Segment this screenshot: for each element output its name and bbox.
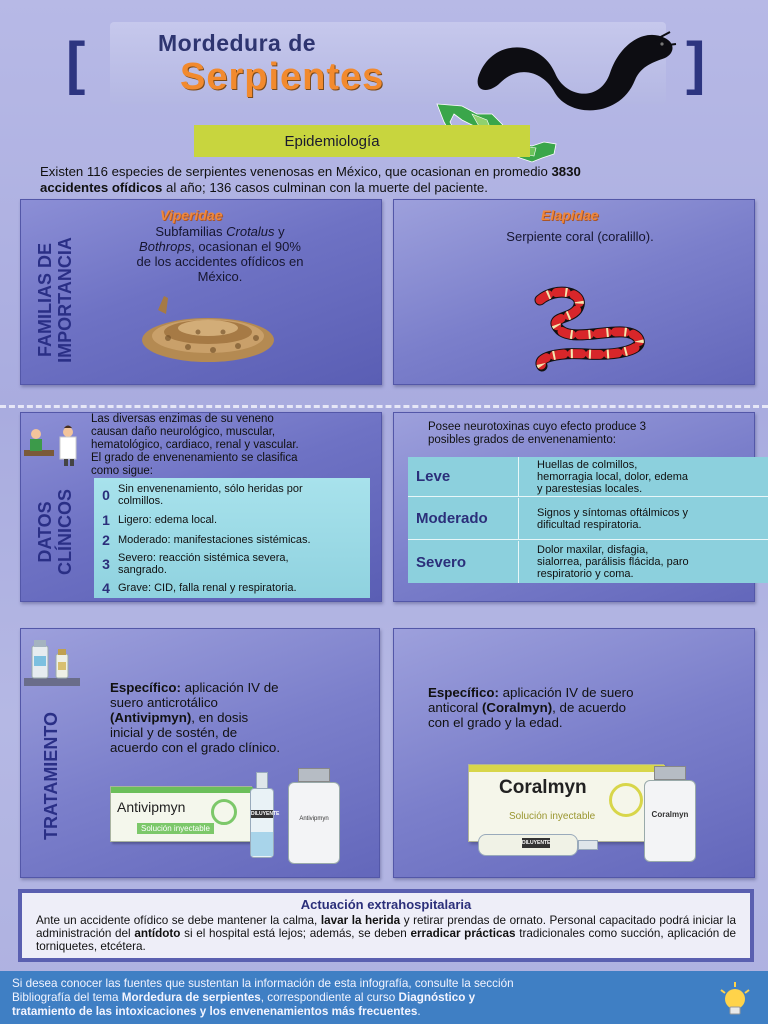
coralmyn-sub: Solución inyectable: [509, 811, 596, 822]
diluent-label-right: DILUYENTE: [522, 840, 551, 846]
treat-right-line3: con el grado y la edad.: [428, 715, 563, 730]
extrahospital-text: [22, 912, 750, 955]
extra-text-span: Personal capacitado podrá iniciar la administración del: [36, 914, 736, 940]
extrahospital-box: [18, 889, 754, 962]
grade-text-line: sangrado.: [118, 564, 167, 576]
extra-bold-span: lavar la herida: [320, 914, 401, 927]
coral-snake-icon: [526, 286, 650, 372]
clinical-intro-line: causan daño neurológico, muscular,: [91, 426, 276, 438]
clinical-intro-line: Las diversas enzimas de su veneno: [91, 413, 274, 425]
extra-text-span: deben: [374, 927, 411, 940]
viperidae-line3: de los accidentes ofídicos en: [136, 254, 304, 269]
severity-table: [408, 457, 768, 583]
extra-bold-span: erradicar prácticas: [410, 927, 516, 940]
extrahospital-title: Actuación extrahospitalaria: [300, 897, 472, 912]
grade-number: 1: [102, 512, 110, 528]
treat-left-bold1: Específico:: [110, 680, 181, 695]
lightbulb-icon: [716, 980, 754, 1018]
severity-name: Leve: [416, 468, 451, 485]
treatment-right-text: [428, 685, 728, 730]
families-label-line2: IMPORTANCIA: [55, 237, 75, 363]
grade-text: [118, 483, 303, 507]
antivipmyn-vial-label: Antivipmyn: [299, 816, 329, 822]
grade-text: Grave: CID, falla renal y respiratoria.: [118, 582, 297, 594]
severity-row: [408, 498, 768, 540]
viperidae-line1: Subfamilias: [155, 224, 227, 239]
vials-icon: [24, 640, 80, 688]
treat-left-line1: aplicación IV de: [180, 680, 279, 695]
epi-text-bold1: 3830: [551, 164, 581, 179]
grade-row: [94, 550, 370, 578]
grade-text-line: Sin envenenamiento, sólo heridas por: [118, 483, 303, 495]
grade-text: Ligero: edema local.: [118, 514, 218, 526]
footer-bold-span: Mordedura de serpientes: [121, 991, 261, 1004]
severity-desc-line: dificultad respiratoria.: [537, 518, 642, 531]
epi-text-part2: al año; 136 casos culminan con la muerte del paciente.: [162, 180, 488, 195]
treat-left-line4: inicial y de sostén, de: [110, 725, 238, 740]
elapidae-text: Serpiente coral (coralillo).: [506, 229, 654, 244]
elapidae-clinical-intro: [428, 421, 748, 447]
footer-text: [12, 977, 712, 1019]
extra-text-span: y retirar prendas de ornato.: [400, 914, 546, 927]
clinical-intro: [91, 413, 376, 478]
severity-desc-line: y parestesias locales.: [537, 482, 643, 495]
footer-bold-span: Diagnóstico y: [398, 991, 476, 1004]
treat-right-line2: , de acuerdo: [552, 700, 627, 715]
grade-number: 4: [102, 580, 110, 596]
grade-text-line: Severo: reacción sistémica severa,: [118, 552, 289, 564]
clinical-intro-line: como sigue:: [91, 465, 154, 477]
grade-table: [94, 478, 370, 598]
severity-desc: [518, 457, 768, 497]
viperidae-title: Viperidae: [160, 207, 223, 223]
severity-row: [408, 541, 768, 583]
diluent-label-left: DILUYENTE: [251, 811, 280, 817]
treat-right-line2-start: anticoral: [428, 700, 482, 715]
severity-desc: [518, 541, 768, 583]
section-divider: [0, 405, 768, 408]
severity-desc-line: Dolor maxilar, disfagia,: [537, 544, 649, 556]
epi-text-bold2: accidentes ofídicos: [40, 180, 163, 195]
footer-bold-span: tratamiento de las intoxicaciones y los envenenamientos más frecuentes: [12, 1005, 418, 1018]
epidemiology-banner-label: Epidemiología: [284, 132, 380, 150]
treat-left-bold2: (Antivipmyn): [110, 710, 192, 725]
grade-row: [94, 510, 370, 530]
coralmyn-label: Coralmyn: [499, 777, 587, 798]
grade-row: [94, 578, 370, 598]
clinical-side-label: [35, 467, 75, 597]
antivipmyn-box: [110, 786, 252, 842]
right-bracket: ]: [686, 31, 706, 96]
severity-desc-line: sialorrea, parálisis flácida, paro: [537, 556, 689, 568]
extra-bold-span: antídoto: [134, 927, 181, 940]
doctor-patient-icon: [24, 424, 84, 466]
clinical-intro-line: El grado de envenenamiento se clasifica: [91, 452, 298, 464]
treat-right-line1: aplicación IV de suero: [498, 685, 634, 700]
grade-text: Moderado: manifestaciones sistémicas.: [118, 534, 311, 546]
elapidae-intro-line: Posee neurotoxinas cuyo efecto produce 3: [428, 421, 647, 433]
severity-name: Severo: [416, 553, 467, 571]
diluent-ampoule-left: [248, 772, 280, 860]
footer-text-span: , correspondiente al curso: [260, 991, 399, 1004]
severity-desc-line: Huellas de colmillos,: [537, 458, 638, 471]
treat-left-line5: acuerdo con el grado clínico.: [110, 740, 281, 755]
grade-number: 0: [102, 487, 110, 503]
treat-left-line2: suero anticrotálico: [110, 695, 218, 710]
grade-row: [94, 481, 370, 509]
treat-right-bold1: Específico:: [428, 685, 499, 700]
viperidae-text: [100, 224, 340, 284]
left-bracket: [: [66, 31, 86, 96]
severity-desc-line: respiratorio y coma.: [537, 568, 634, 580]
treatment-left-text: [110, 680, 350, 755]
coralmyn-vial: [644, 766, 696, 862]
elapidae-title: Elapidae: [541, 207, 599, 223]
clinical-label-line2: CLÍNICOS: [55, 489, 75, 576]
grade-text-line: colmillos.: [118, 495, 164, 507]
families-side-label: [35, 235, 75, 365]
grade-text: [118, 552, 289, 576]
viperidae-y: y: [274, 224, 285, 239]
extra-text-span: tradicionales como succión, aplicación de torniquetes, etcétera.: [36, 927, 736, 953]
footer-text-span: Bibliografía del tema: [12, 991, 122, 1004]
extra-text-span: Ante un accidente ofídico se debe mantener la calma,: [36, 914, 321, 927]
severity-desc-line: Signos y síntomas oftálmicos y: [537, 506, 689, 519]
viperidae-bothrops: Bothrops: [139, 239, 192, 254]
extra-text-span: si el hospital está lejos; además, se: [180, 927, 371, 940]
epidemiology-text: [40, 164, 750, 196]
viperidae-line2: , ocasionan el 90%: [191, 239, 301, 254]
clinical-intro-line: hematológico, cardiaco, renal y vascular.: [91, 439, 299, 451]
epidemiology-banner: [194, 125, 530, 157]
severity-row: [408, 457, 768, 497]
treat-right-bold2: (Coralmyn): [481, 700, 553, 715]
rattlesnake-icon: [138, 292, 278, 367]
families-label-line1: FAMILIAS DE: [35, 243, 55, 358]
grade-number: 2: [102, 532, 110, 548]
severity-name: Moderado: [416, 510, 488, 527]
antivipmyn-label: Antivipmyn: [117, 799, 186, 815]
grade-row: [94, 530, 370, 550]
clinical-label-line1: DATOS: [35, 501, 55, 563]
viperidae-crotalus: Crotalus: [226, 224, 275, 239]
title-line-1: Mordedura de: [158, 30, 317, 56]
viperidae-line4: México.: [197, 269, 243, 284]
antivipmyn-vial: [288, 768, 340, 864]
antivipmyn-sub: Solución inyectable: [137, 823, 214, 834]
title-line-2: Serpientes: [180, 56, 385, 98]
grade-number: 3: [102, 556, 110, 572]
epi-text-part1: Existen 116 especies de serpientes venenosas en México, que ocasionan en promedio: [40, 164, 552, 179]
elapidae-intro-line: posibles grados de envenenamiento:: [428, 434, 616, 446]
footer-text-span: Si desea conocer las fuentes que sustentan la información de esta infografía, consulte la sección: [12, 977, 514, 990]
severity-desc: [518, 498, 768, 540]
treat-left-line3: , en dosis: [191, 710, 249, 725]
treatment-side-label: TRATAMIENTO: [41, 712, 61, 840]
coralmyn-vial-label: Coralmyn: [651, 810, 689, 819]
diluent-ampoule-right: [478, 830, 598, 860]
severity-desc-line: hemorragia local, dolor, edema: [537, 470, 689, 483]
footer-text-span: .: [417, 1005, 421, 1018]
